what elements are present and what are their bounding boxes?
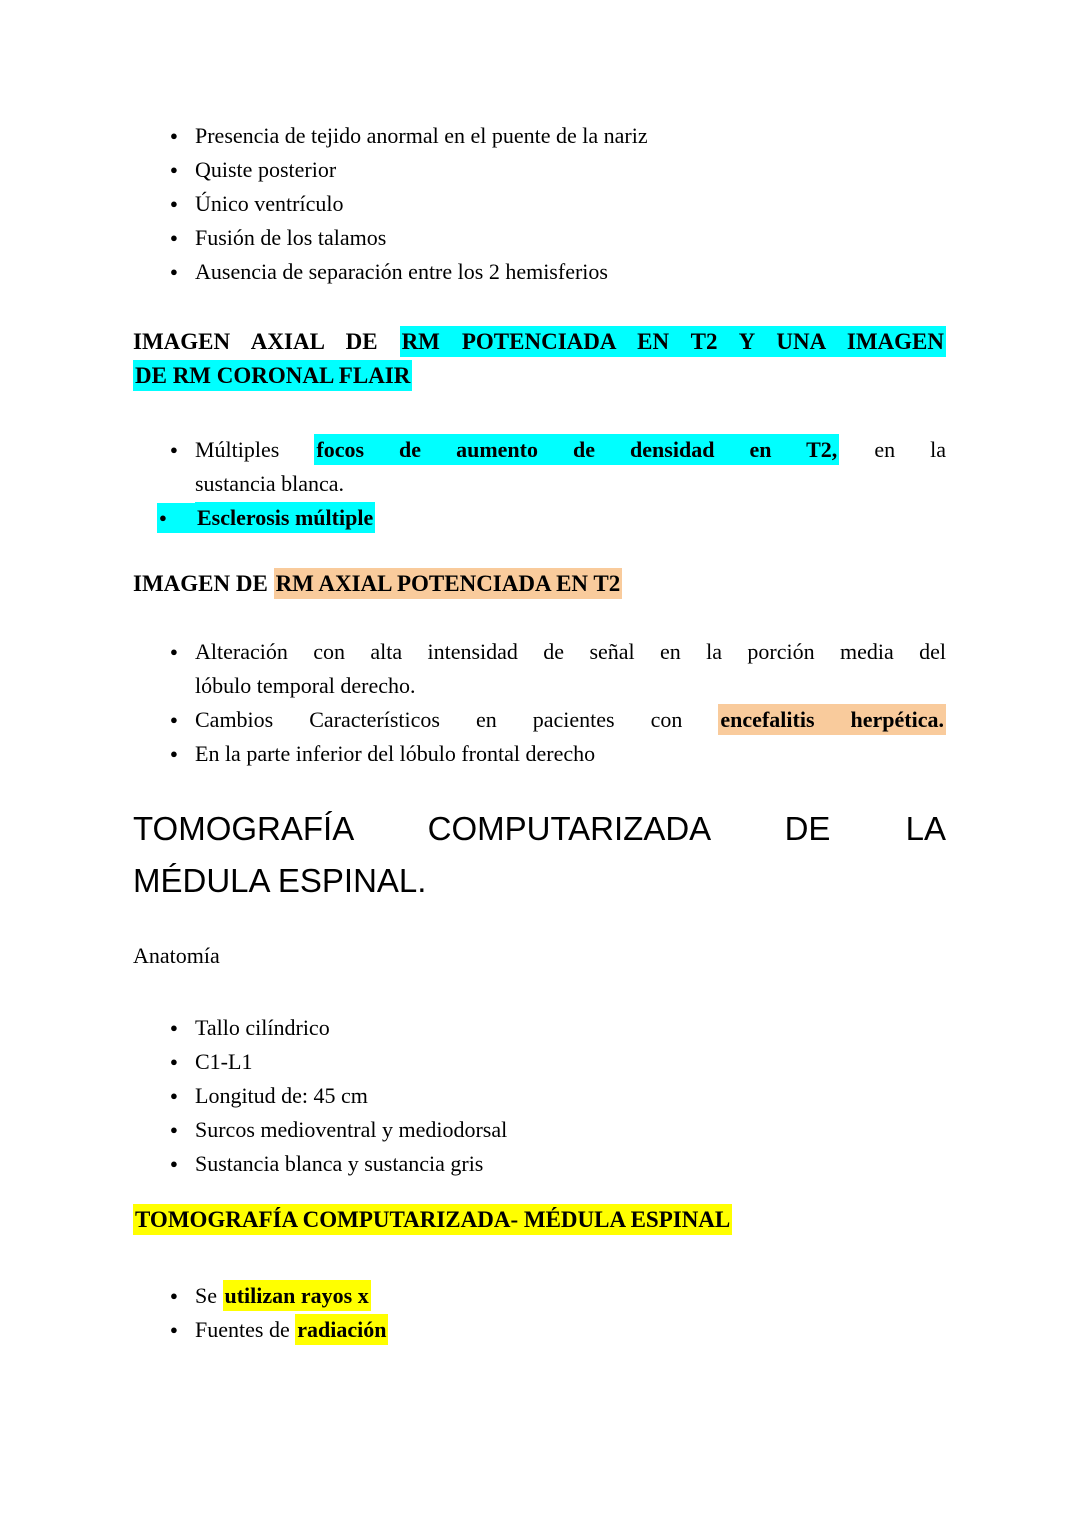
bullet-icon: ● bbox=[170, 1122, 178, 1137]
findings-list bbox=[133, 119, 946, 289]
text-line bbox=[195, 703, 946, 737]
list-item-text bbox=[195, 119, 946, 153]
bullet-icon: ● bbox=[170, 1088, 178, 1103]
highlighted-text-run: utilizan rayos x bbox=[223, 1280, 371, 1311]
text-line bbox=[133, 325, 946, 359]
list-item bbox=[133, 501, 946, 535]
text-line bbox=[195, 221, 946, 255]
title-tomografia-medula-espinal bbox=[133, 803, 946, 907]
text-line bbox=[133, 803, 946, 855]
highlighted-text-run: RM AXIAL POTENCIADA EN T2 bbox=[274, 568, 623, 599]
text-line bbox=[195, 255, 946, 289]
text-run: Longitud de: 45 cm bbox=[195, 1083, 368, 1108]
text-line bbox=[195, 187, 946, 221]
list-item-text bbox=[195, 153, 946, 187]
text-line bbox=[195, 635, 946, 669]
text-run: Se bbox=[195, 1283, 223, 1308]
highlighted-text-run: focos de aumento de densidad en T2, bbox=[314, 434, 839, 465]
list-item bbox=[133, 737, 946, 771]
rm-t2-flair-findings-list bbox=[133, 433, 946, 535]
text-run: lóbulo temporal derecho. bbox=[195, 673, 416, 698]
list-item bbox=[133, 1279, 946, 1313]
text-run: Fuentes de bbox=[195, 1317, 296, 1342]
text-run: Múltiples bbox=[195, 437, 315, 462]
text-run: IMAGEN DE bbox=[133, 571, 274, 596]
text-run: C1-L1 bbox=[195, 1049, 253, 1074]
heading-imagen-axial-rm-t2-flair bbox=[133, 325, 946, 393]
text-line bbox=[195, 1011, 946, 1045]
list-item-text bbox=[195, 703, 946, 737]
text-line bbox=[195, 501, 946, 535]
text-run: En la parte inferior del lóbulo frontal derecho bbox=[195, 741, 596, 766]
list-item bbox=[133, 1045, 946, 1079]
list-item-text bbox=[195, 255, 946, 289]
list-item bbox=[133, 187, 946, 221]
text-line bbox=[133, 855, 946, 907]
text-line bbox=[195, 1279, 946, 1313]
bullet-icon: ● bbox=[170, 264, 178, 279]
text-line bbox=[195, 467, 946, 501]
text-line bbox=[195, 669, 946, 703]
text-run: Surcos medioventral y mediodorsal bbox=[195, 1117, 508, 1142]
highlighted-text-run: RM POTENCIADA EN T2 Y UNA IMAGEN bbox=[400, 326, 946, 357]
text-run: Sustancia blanca y sustancia gris bbox=[195, 1151, 484, 1176]
rm-axial-t2-findings-list bbox=[133, 635, 946, 771]
list-item bbox=[133, 1011, 946, 1045]
heading-imagen-rm-axial-t2 bbox=[133, 567, 946, 601]
bullet-icon: ● bbox=[170, 162, 178, 177]
text-line bbox=[195, 1045, 946, 1079]
text-run: Fusión de los talamos bbox=[195, 225, 387, 250]
text-line bbox=[195, 1079, 946, 1113]
list-item bbox=[133, 1313, 946, 1347]
bullet-icon: ● bbox=[170, 1156, 178, 1171]
text-line bbox=[133, 359, 946, 393]
text-line bbox=[195, 153, 946, 187]
list-item-text bbox=[195, 635, 946, 703]
text-line bbox=[195, 119, 946, 153]
list-item-text bbox=[195, 1113, 946, 1147]
text-line bbox=[133, 567, 946, 601]
highlighted-text-run: DE RM CORONAL FLAIR bbox=[133, 360, 412, 391]
list-item-text bbox=[195, 1045, 946, 1079]
text-line bbox=[133, 939, 946, 973]
bullet-icon: ● bbox=[170, 1322, 178, 1337]
document-body bbox=[133, 119, 946, 1347]
bullet-icon: ● bbox=[170, 746, 178, 761]
list-item-text bbox=[195, 1011, 946, 1045]
anatomia-list bbox=[133, 1011, 946, 1181]
bullet-icon: ● bbox=[170, 644, 178, 659]
list-item-text bbox=[195, 737, 946, 771]
text-run: Quiste posterior bbox=[195, 157, 337, 182]
bullet-icon: ● bbox=[170, 128, 178, 143]
highlighted-text-run: TOMOGRAFÍA COMPUTARIZADA- MÉDULA ESPINAL bbox=[133, 1204, 732, 1235]
bullet-icon: ● bbox=[170, 230, 178, 245]
list-item-text bbox=[195, 1147, 946, 1181]
text-run: Presencia de tejido anormal en el puente de la nariz bbox=[195, 123, 648, 148]
tc-medula-list bbox=[133, 1279, 946, 1347]
list-item bbox=[133, 119, 946, 153]
text-run: Anatomía bbox=[133, 943, 220, 968]
text-line bbox=[133, 1203, 946, 1237]
list-item bbox=[133, 703, 946, 737]
list-item bbox=[133, 1147, 946, 1181]
text-run: IMAGEN AXIAL DE bbox=[133, 329, 400, 354]
text-line bbox=[195, 1147, 946, 1181]
highlighted-text-run: Esclerosis múltiple bbox=[195, 502, 375, 533]
bullet-icon: ● bbox=[170, 1020, 178, 1035]
list-item-text bbox=[195, 1279, 946, 1313]
text-run: en la bbox=[839, 437, 946, 462]
text-line bbox=[195, 737, 946, 771]
heading-tc-medula-espinal bbox=[133, 1203, 946, 1237]
text-run: MÉDULA ESPINAL. bbox=[133, 862, 427, 899]
list-item bbox=[133, 635, 946, 703]
list-item-text bbox=[195, 501, 946, 535]
list-item-text bbox=[195, 1079, 946, 1113]
anatomia-label bbox=[133, 939, 946, 973]
text-run: Único ventrículo bbox=[195, 191, 344, 216]
bullet-icon: ● bbox=[170, 712, 178, 727]
bullet-icon: ● bbox=[170, 1054, 178, 1069]
text-run: Tallo cilíndrico bbox=[195, 1015, 330, 1040]
bullet-icon: ● bbox=[170, 442, 178, 457]
list-item bbox=[133, 1079, 946, 1113]
text-line bbox=[195, 1113, 946, 1147]
highlighted-text-run: encefalitis herpética. bbox=[718, 704, 946, 735]
text-run: Ausencia de separación entre los 2 hemisferios bbox=[195, 259, 608, 284]
list-item-text bbox=[195, 221, 946, 255]
text-run: Alteración con alta intensidad de señal en la porción media del bbox=[195, 639, 946, 664]
bullet-icon: ● bbox=[170, 1288, 178, 1303]
highlighted-text-run: radiación bbox=[295, 1314, 388, 1345]
bullet-icon: ● bbox=[157, 503, 195, 533]
list-item-text bbox=[195, 433, 946, 501]
list-item bbox=[133, 153, 946, 187]
list-item bbox=[133, 221, 946, 255]
list-item bbox=[133, 255, 946, 289]
text-run: TOMOGRAFÍA COMPUTARIZADA DE LA bbox=[133, 810, 946, 847]
text-run: Cambios Característicos en pacientes con bbox=[195, 707, 719, 732]
text-run: sustancia blanca. bbox=[195, 471, 345, 496]
list-item bbox=[133, 433, 946, 501]
bullet-icon: ● bbox=[170, 196, 178, 211]
list-item bbox=[133, 1113, 946, 1147]
list-item-text bbox=[195, 1313, 946, 1347]
text-line bbox=[195, 1313, 946, 1347]
text-line bbox=[195, 433, 946, 467]
list-item-text bbox=[195, 187, 946, 221]
